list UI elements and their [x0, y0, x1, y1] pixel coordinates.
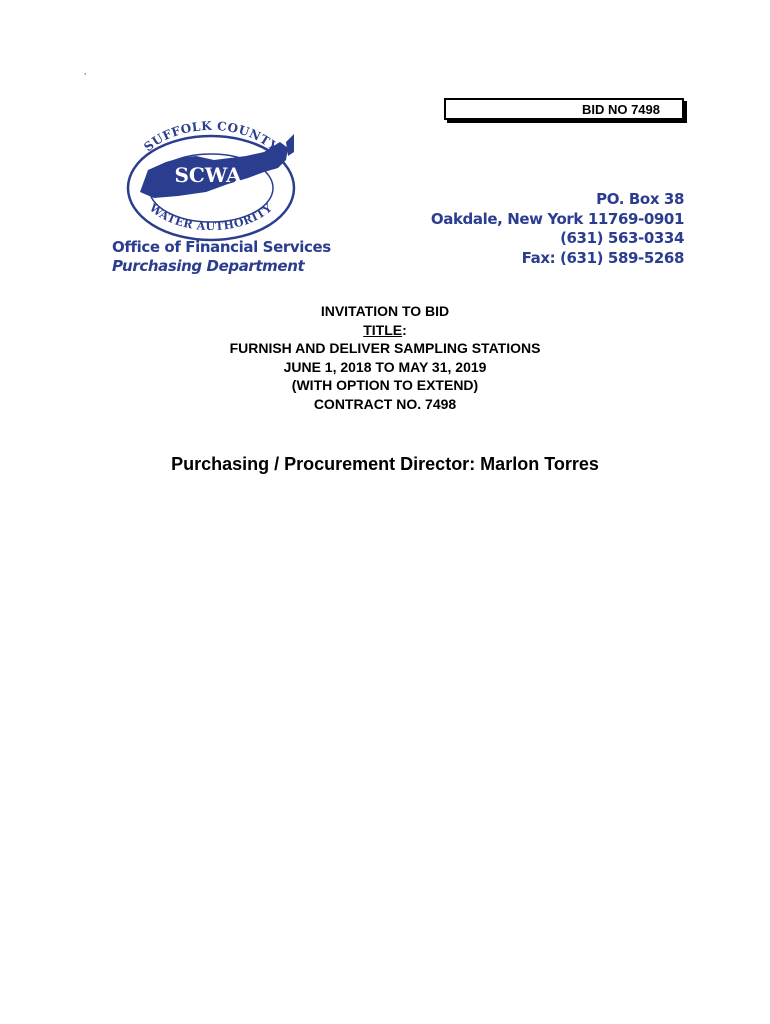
- extension-note: (WITH OPTION TO EXTEND): [291, 377, 479, 393]
- title-line: [0, 321, 770, 340]
- logo-bottom-text: WATER AUTHORITY: [147, 201, 275, 234]
- scwa-logo: [118, 112, 304, 242]
- po-box: PO. Box 38: [596, 190, 684, 208]
- invitation-line: INVITATION TO BID: [320, 303, 450, 319]
- bid-subject: FURNISH AND DELIVER SAMPLING STATIONS: [229, 340, 541, 356]
- bid-number-box: [444, 98, 684, 120]
- bid-heading: [0, 302, 770, 413]
- title-label: TITLE: [363, 321, 403, 338]
- logo-center-text: SCWA: [174, 163, 242, 187]
- address-block: [431, 190, 684, 268]
- contract-number: CONTRACT NO. 7498: [313, 395, 457, 412]
- contract-period: JUNE 1, 2018 TO MAY 31, 2019: [283, 358, 487, 375]
- logo-top-text: SUFFOLK COUNTY: [141, 118, 281, 155]
- fax-number: Fax: (631) 589-5268: [521, 248, 684, 267]
- city-line: Oakdale, New York 11769-0901: [430, 209, 684, 228]
- phone-number: (631) 563-0334: [560, 229, 684, 247]
- director-line: Purchasing / Procurement Director: Marlon Torres: [171, 454, 599, 474]
- department-name: Purchasing Department: [112, 257, 305, 275]
- stray-mark: ’: [84, 72, 87, 83]
- svg-text:WATER AUTHORITY: [146, 201, 275, 233]
- office-name: Office of Financial Services: [112, 238, 331, 256]
- title-colon: :: [402, 321, 407, 338]
- bid-number-label: BID NO 7498: [581, 102, 660, 117]
- office-block: [112, 238, 331, 276]
